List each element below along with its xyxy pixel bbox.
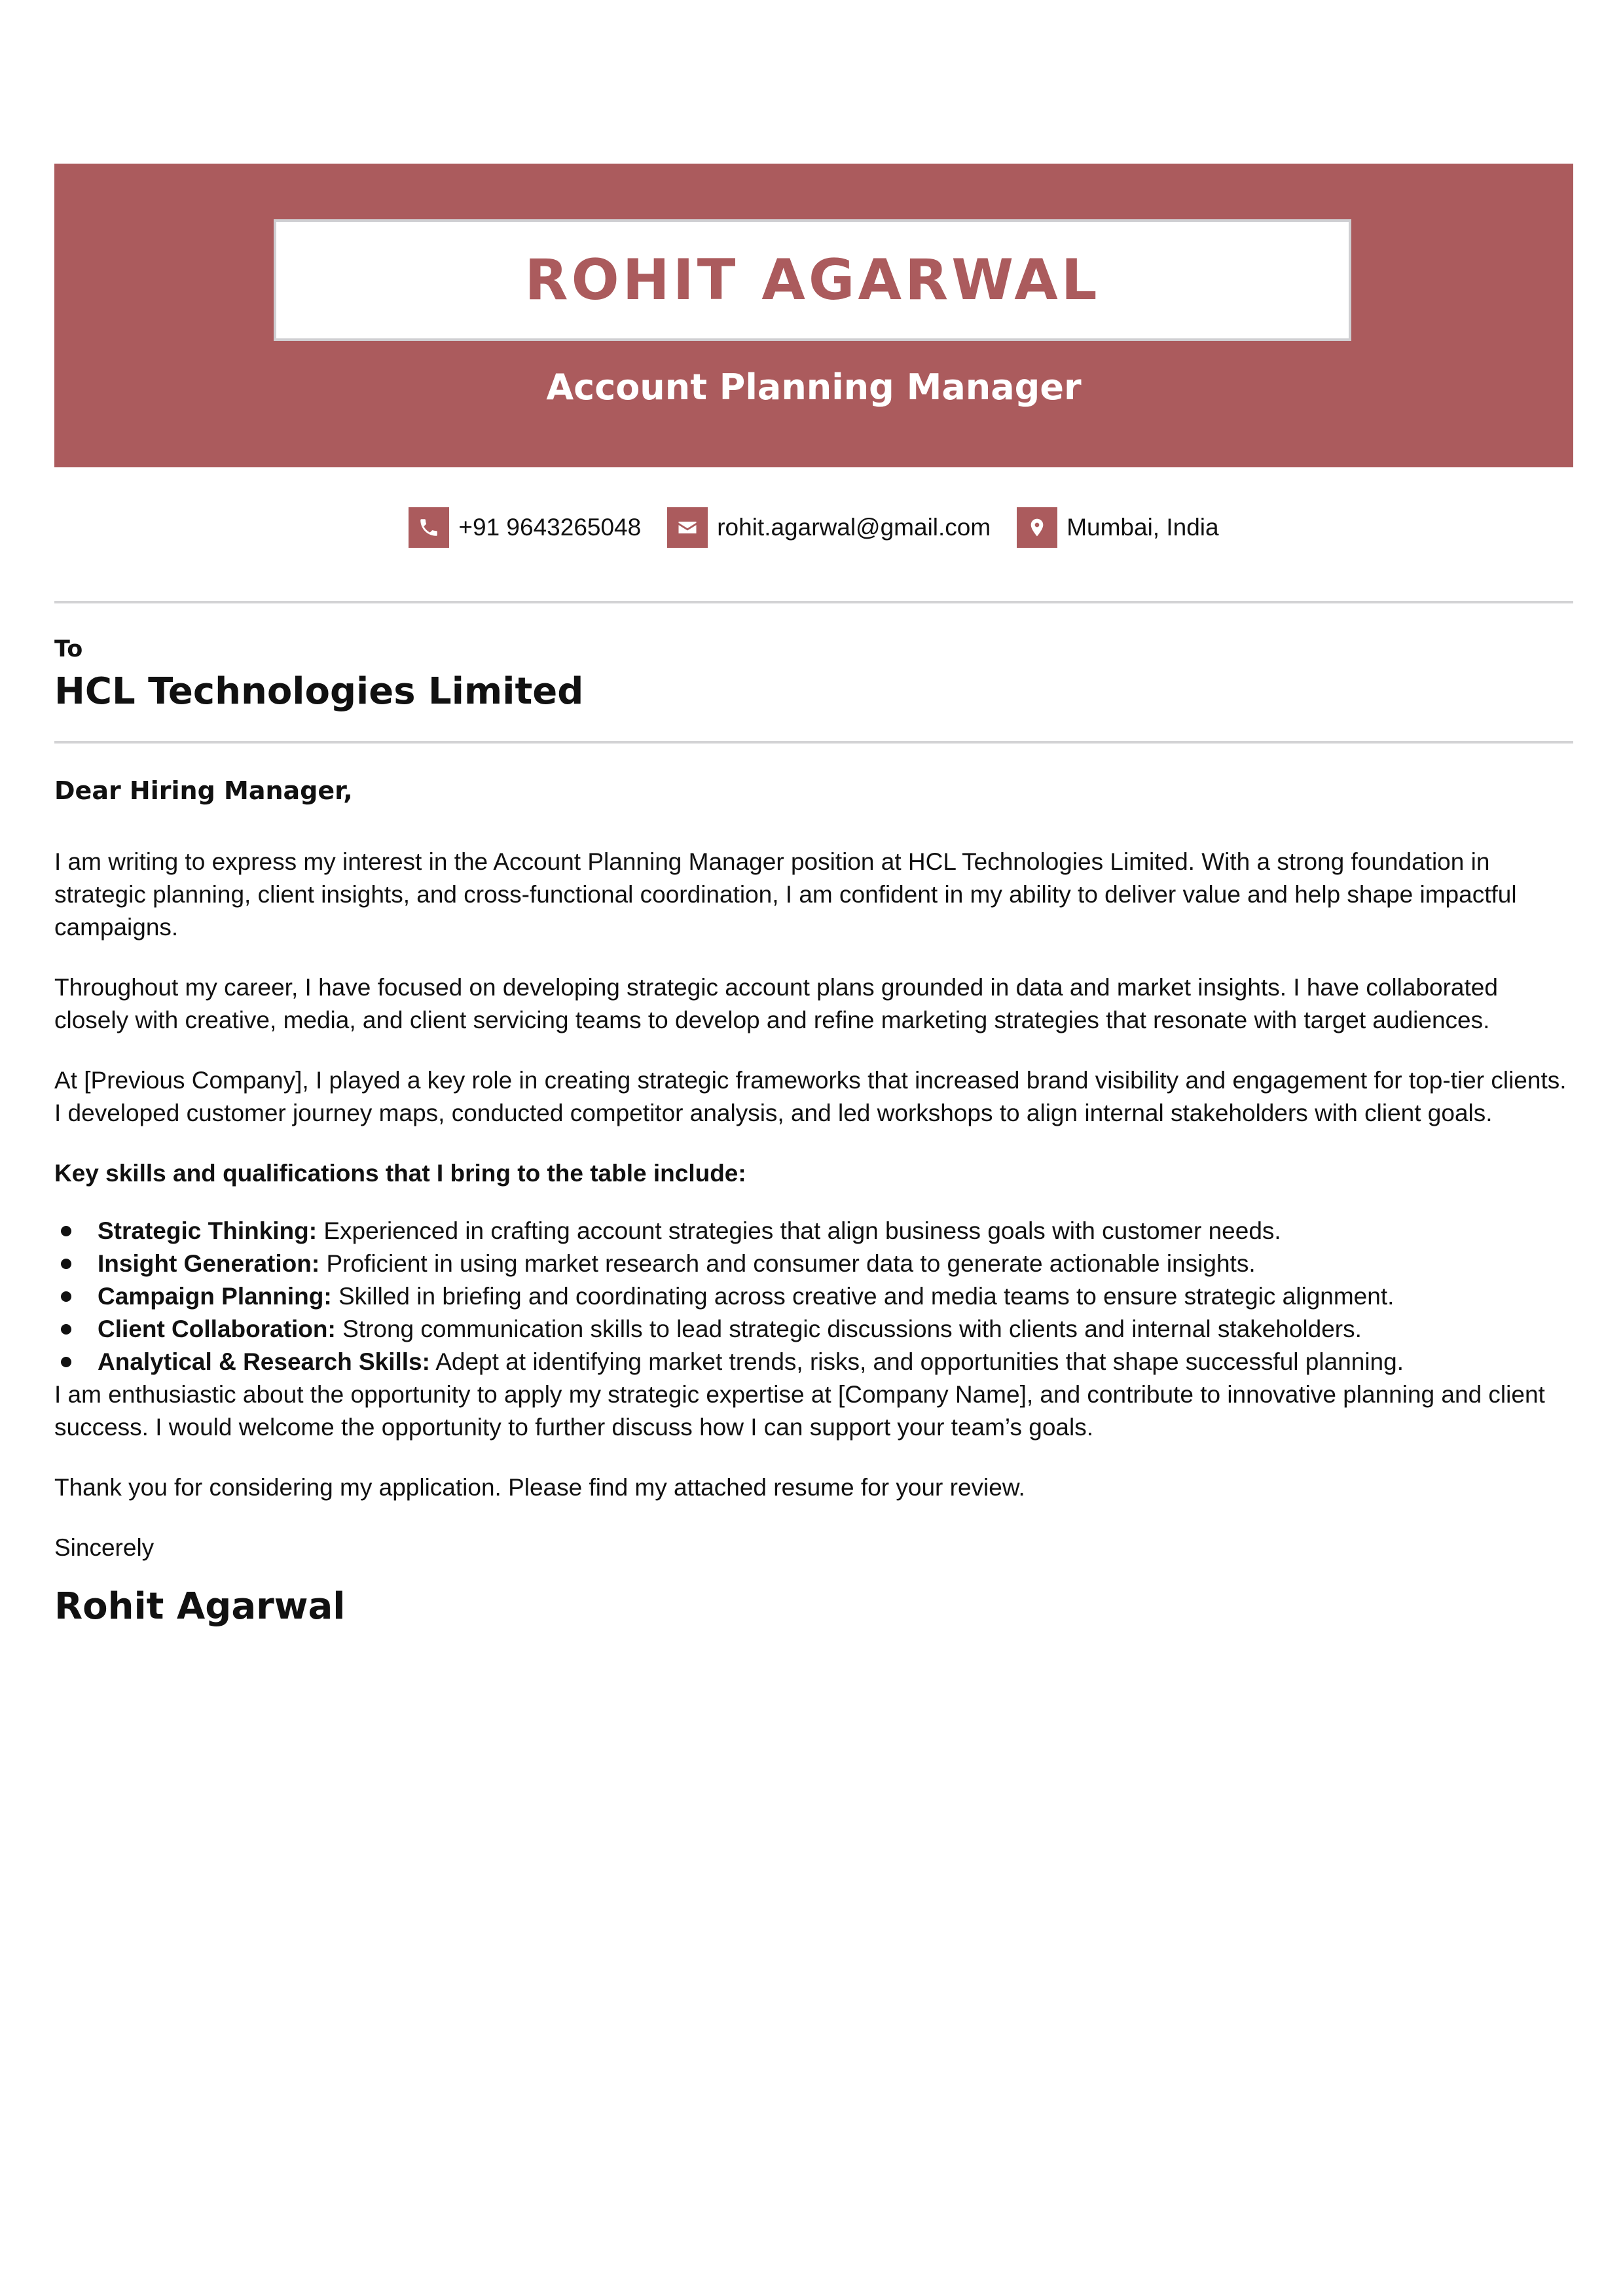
list-item bbox=[54, 1313, 1573, 1346]
contact-phone bbox=[409, 507, 641, 548]
skill-text: Adept at identifying market trends, risks, and opportunities that shape successful planning. bbox=[429, 1348, 1404, 1375]
to-label: To bbox=[54, 636, 83, 662]
map-pin-icon bbox=[1017, 507, 1057, 548]
salutation: Dear Hiring Manager, bbox=[54, 776, 353, 805]
list-item bbox=[54, 1346, 1573, 1378]
header-band bbox=[54, 164, 1573, 467]
skill-text: Strong communication skills to lead strategic discussions with clients and internal stakeholders. bbox=[335, 1316, 1362, 1342]
bullet-icon bbox=[61, 1324, 71, 1335]
skill-label: Client Collaboration: bbox=[98, 1316, 336, 1342]
skill-label: Insight Generation: bbox=[98, 1250, 320, 1277]
skills-heading: Key skills and qualifications that I bring to the table include: bbox=[54, 1160, 746, 1187]
skill-text: Proficient in using market research and consumer data to generate actionable insights. bbox=[319, 1250, 1256, 1277]
email-address[interactable]: rohit.agarwal@gmail.com bbox=[717, 514, 991, 541]
job-title: Account Planning Manager bbox=[546, 367, 1082, 408]
skills-list bbox=[54, 1215, 1573, 1378]
list-item bbox=[54, 1247, 1573, 1280]
applicant-name: ROHIT AGARWAL bbox=[524, 247, 1101, 313]
contact-email bbox=[667, 507, 991, 548]
skill-label: Strategic Thinking: bbox=[98, 1217, 318, 1244]
bullet-icon bbox=[61, 1357, 71, 1367]
signoff: Sincerely bbox=[54, 1534, 155, 1561]
body-paragraph: I am writing to express my interest in the Account Planning Manager position at HCL Technologies Limited. With a strong foundation in strategic planning, client insights, and cross-functional coordination, I am confident in my ability to deliver value and help shape impactful campaigns. bbox=[54, 848, 1517, 941]
body-paragraph: At [Previous Company], I played a key role in creating strategic frameworks that increased brand visibility and engagement for top-tier clients. I developed customer journey maps, conducted competitor analysis, and led workshops to align internal stakeholders with client goals. bbox=[54, 1067, 1567, 1126]
divider bbox=[54, 601, 1573, 603]
closing-paragraph: Thank you for considering my application. Please find my attached resume for your review. bbox=[54, 1474, 1025, 1501]
bullet-icon bbox=[61, 1291, 71, 1302]
envelope-icon bbox=[667, 507, 708, 548]
skill-text: Skilled in briefing and coordinating across creative and media teams to ensure strategic alignment. bbox=[331, 1283, 1395, 1310]
contact-row bbox=[54, 507, 1573, 548]
closing-paragraph: I am enthusiastic about the opportunity to apply my strategic expertise at [Company Name], and contribute to innovative planning and client success. I would welcome the opportunity to further discuss how I can support your team’s goals. bbox=[54, 1381, 1545, 1441]
phone-number[interactable]: +91 9643265048 bbox=[458, 514, 642, 541]
signature-name: Rohit Agarwal bbox=[54, 1585, 346, 1628]
bullet-icon bbox=[61, 1226, 71, 1236]
recipient-company: HCL Technologies Limited bbox=[54, 670, 584, 713]
divider bbox=[54, 741, 1573, 744]
name-box bbox=[274, 219, 1351, 341]
cover-letter-page bbox=[54, 164, 1573, 1630]
phone-icon bbox=[409, 507, 449, 548]
bullet-icon bbox=[61, 1259, 71, 1269]
skill-label: Campaign Planning: bbox=[98, 1283, 332, 1310]
list-item bbox=[54, 1215, 1573, 1247]
body-paragraph: Throughout my career, I have focused on developing strategic account plans grounded in data and market insights. I have collaborated closely with creative, media, and client servicing teams to develop and refine marketing strategies that resonate with target audiences. bbox=[54, 974, 1498, 1033]
contact-location bbox=[1017, 507, 1218, 548]
skill-text: Experienced in crafting account strategies that align business goals with customer needs. bbox=[317, 1217, 1281, 1244]
location-text: Mumbai, India bbox=[1067, 514, 1219, 541]
list-item bbox=[54, 1280, 1573, 1313]
skill-label: Analytical & Research Skills: bbox=[98, 1348, 430, 1375]
